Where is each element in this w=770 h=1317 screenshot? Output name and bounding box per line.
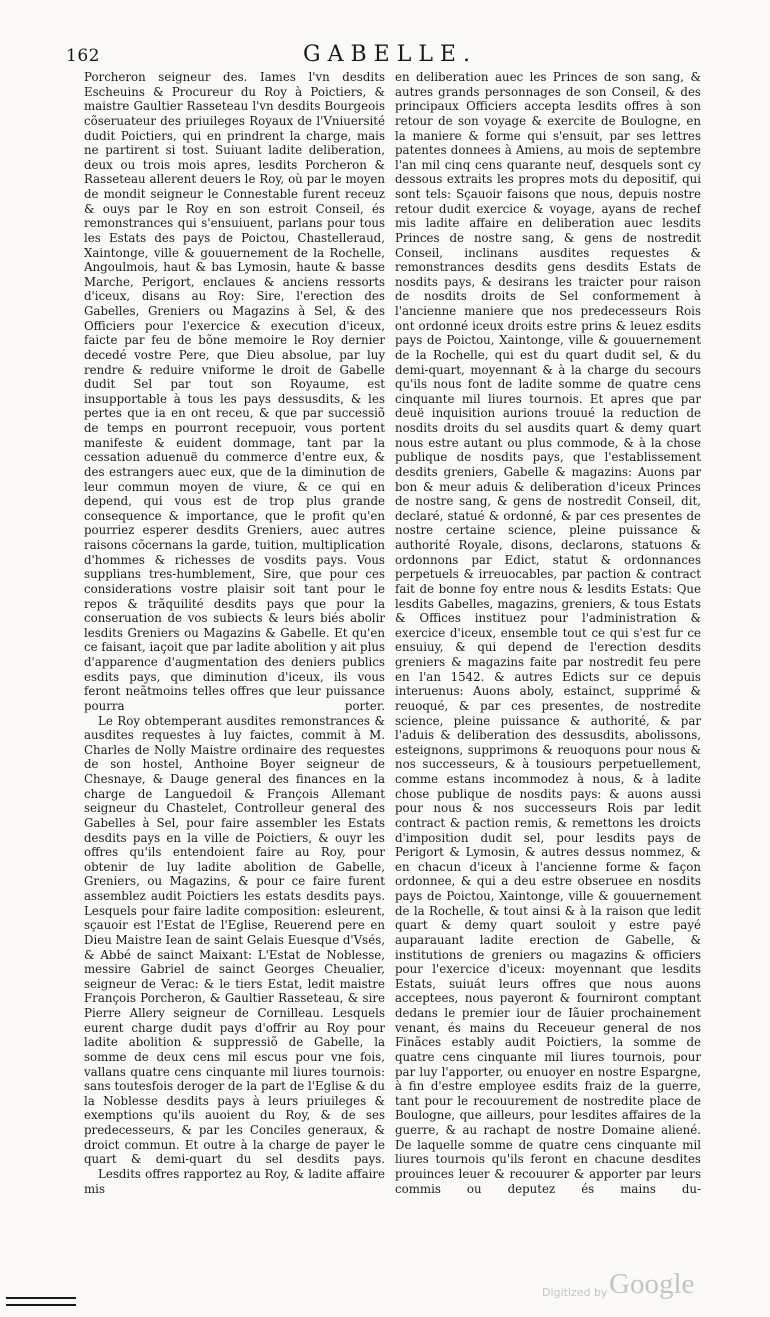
paragraph: Lesdits offres rapportez au Roy, & ladite affaire mis — [84, 1166, 385, 1196]
page-header — [60, 40, 720, 70]
paragraph: Le Roy obtemperant ausdites remonstrances & ausdites requestes à luy faictes, commit à M. Charles de Nolly Maistre ordinaire des requestes de son hostel, Anthoine Boyer seigneur de Chesnaye, & Dauge general des finances en la charge de Languedoil & François Allemant seigneur du Chastelet, Controlleur general des Gabelles à Sel, pour faire assembler les Estats desdits pays en la ville de Poictiers, & ouyr les offres qu'ils entendoient faire au Roy, pour obtenir de luy ladite abolition de Gabelle, Greniers, ou Magazins, & pour ce faire furent assemblez audit Poictiers les estats desdits pays. Lesquels pour faire ladite composition: esleurent, sçauoir est l'Estat de l'Eglise, Reuerend pere en Dieu Maistre Iean de saint Gelais Euesque d'Vsés, & Abbé de sainct Maixant: L'Estat de Noblesse, messire Gabriel de sainct Georges Cheualier, seigneur de Verac: & le tiers Estat, ledit maistre François Porcheron, & Gaultier Rasseteau, & sire Pierre Allery seigneur de Cornilleau. Lesquels eurent charge dudit pays d'offrir au Roy pour ladite abolition & suppressiõ de Gabelle, la somme de deux cens mil escus pour vne fois, vallans quatre cens cinquante mil liures tournois: sans toutesfois deroger de la part de l'Eglise & du la Noblesse desdits pays à leurs priuileges & exemptions qu'ils auoient du Roy, & de ses predecesseurs, & par les Conciles generaux, & droict commun. Et outre à la charge de payer le quart & demi-quart du sel desdits pays. — [84, 713, 385, 1167]
rule-line — [6, 1297, 76, 1299]
digitization-watermark — [540, 1268, 730, 1308]
rule-line — [6, 1304, 76, 1306]
paragraph: Porcheron seigneur des. Iames l'vn desdits Escheuins & Procureur du Roy à Poictiers, & maistre Gaultier Rasseteau l'vn desdits Bourgeois cõseruateur des priuileges Royaux de l'Vniuersité dudit Poictiers, qui en prindrent la charge, mais ne partirent si tost. Suiuant ladite deliberation, deux ou trois mois apres, lesdits Porcheron & Rasseteau allerent deuers le Roy, où par le moyen de mondit seigneur le Connestable furent receuz & ouys par le Roy en son estroit Conseil, és remonstrances qui s'ensuiuent, parlans pour tous les Estats des pays de Poictou, Chastelleraud, Xaintonge, ville & gouuernement de la Rochelle, Angoulmois, haut & bas Lymosin, haute & basse Marche, Perigort, enclaues & anciens ressorts d'iceux, disans au Roy: Sire, l'erection des Gabelles, Greniers ou Magazins à Sel, & des Officiers pour l'exercice & execution d'iceux, faicte par feu de bõne memoire le Roy dernier decedé vostre Pere, que Dieu absolue, par luy rendre & reduire vniforme le droit de Gabelle dudit Sel par tout son Royaume, est insupportable à tous les pays dessusdits, & les pertes que ia en ont receu, & que par successiõ de temps en pourront recepuoir, vous portent manifeste & euident dommage, tant par la cessation aduenuë du commerce d'entre eux, & des estrangers auec eux, que de la diminution de leur commun moyen de viure, & ce qui en depend, qui vous est de trop plus grande consequence & importance, que le profit qu'en pourriez esperer desdits Greniers, auec autres raisons cõcernans la garde, tuition, multiplication d'hommes & richesses de vosdits pays. Vous supplians tres-humblement, Sire, que pour ces considerations vostre plaisir soit tant pour le repos & trãquilité desdits pays que pour la conseruation de vos subiects & leurs biés abolir lesdits Greniers ou Magazins & Gabelle. Et qu'en ce faisant, iaçoit que par ladite abolition y ait plus d'apparence d'augmentation des deniers publics esdits pays, que diminution d'iceux, ils vous feront neãtmoins telles offres que leur puissance pourra porter. — [84, 70, 385, 713]
right-column — [395, 70, 701, 1256]
column-gutter — [389, 72, 390, 1252]
digitized-by-label: Digitized by — [542, 1286, 608, 1299]
bottom-rule-marks — [6, 1297, 76, 1309]
page-number: 162 — [66, 46, 100, 66]
google-logo: Google — [609, 1268, 695, 1300]
running-title: GABELLE. — [303, 42, 477, 67]
left-column — [84, 70, 385, 1256]
paragraph: en deliberation auec les Princes de son sang, & autres grands personnages de son Conseil, & des principaux Officiers accepta lesdits offres à son retour de son voyage & exercite de Boulogne, en la maniere & forme qui s'ensuit, par ses lettres patentes donnees à Amiens, au mois de septembre l'an mil cinq cens quarante neuf, desquels sont cy dessous extraits les propres mots du depositif, qui sont tels: Sçauoir faisons que nous, depuis nostre retour dudit exercice & voyage, ayans de rechef mis ladite affaire en deliberation auec lesdits Princes de nostre sang, & gens de nostredit Conseil, inclinans ausdites requestes & remonstrances desdits gens desdits Estats de nosdits pays, & desirans les traicter pour raison de nosdits droits de Sel conformement à l'ancienne maniere que nos predecesseurs Rois ont ordonné iceux droits estre prins & leuez esdits pays de Poictou, Xaintonge, ville & gouuernement de la Rochelle, qui est du quart dudit sel, & du demi-quart, moyennant & à la charge du secours qu'ils nous font de ladite somme de quatre cens cinquante mil liures tournois. Et apres que par deuë inquisition aurions trouué la reduction de nosdits droits du sel ausdits quart & demy quart nous estre autant ou plus commode, & à la chose publique de nosdits pays, que l'establissement desdits greniers, Gabelle & magazins: Auons par bon & meur aduis & deliberation d'iceux Princes de nostre sang, & gens de nostredit Conseil, dit, declaré, statué & ordonné, & par ces presentes de nostre certaine science, pleine puissance & authorité Royale, disons, declarons, statuons & ordonnons par Edict, statut & ordonnances perpetuels & irreuocables, par paction & contract fait de bonne foy entre nous & lesdits Estats: Que lesdits Gabelles, magazins, greniers, & tous Estats & Offices instituez pour l'administration & exercice d'iceux, ensemble tout ce qui s'est fur ce ensuiuy, & qui depend de l'erection desdits greniers & magazins faite par nostredit feu pere en l'an 1542. & autres Edicts sur ce depuis interuenus: Auons aboly, estainct, supprimé & reuoqué, & par ces presentes, de nostredite science, pleine puissance & authorité, & par l'aduis & deliberation des dessusdits, abolissons, esteignons, supprimons & reuoquons pour nous & nos successeurs, & à tousiours perpetuellement, comme estans incommodez à nous, & à ladite chose publique de nosdits pays: & auons aussi pour nous & nos successeurs Rois par ledit contract & paction remis, & remettons les droicts d'imposition dudit sel, pour lesdits pays de Perigort & Lymosin, & autres dessus nommez, & en chacun d'iceux à l'ancienne forme & façon ordonnee, & qui a deu estre obseruee en nosdits pays de Poictou, Xaintonge, ville & gouuernement de la Rochelle, & tout ainsi & à la raison que ledit quart & demy quart souloit y estre payé auparauant ladite erection de Gabelle, & institutions de greniers ou magazins & officiers pour l'exercice d'iceux: moyennant que lesdits Estats, suiuát leurs offres que nous auons acceptees, nous payeront & fourniront comptant dedans le premier iour de Iãuier prochainement venant, és mains du Receueur general de nos Finãces estably audit Poictiers, la somme de quatre cens cinquante mil liures tournois, pour par luy l'apporter, ou enuoyer en nostre Espargne, à fin d'estre employee esdits fraiz de la guerre, tant pour le recouurement de nostredite place de Boulogne, que ailleurs, pour lesdites affaires de la guerre, & au rachapt de nostre Domaine aliené. De laquelle somme de quatre cens cinquante mil liures tournois qu'ils feront en chacune desdites prouinces leuer & recouurer & apporter par leurs commis ou deputez és mains du- — [395, 70, 701, 1196]
